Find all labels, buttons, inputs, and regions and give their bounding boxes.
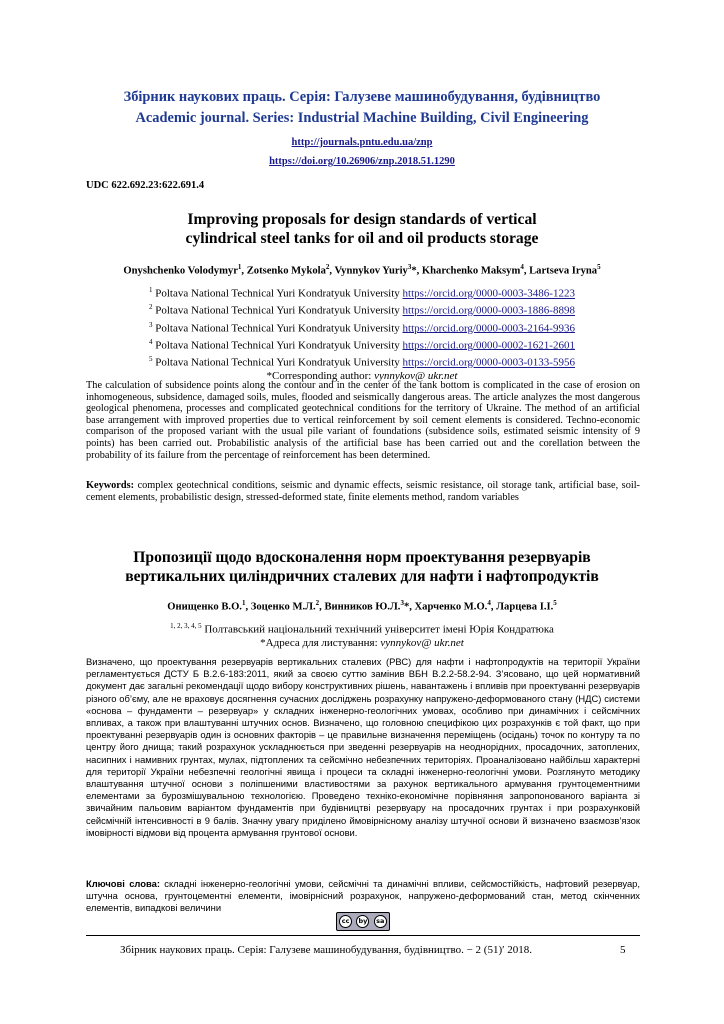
affiliation-en-text: Poltava National Technical Yuri Kondratyuk University xyxy=(155,339,400,352)
abstract-ua: Визначено, що проектування резервуарів вертикальних сталевих (РВС) для нафти і нафтопродуктів на території України регламентується ДСТУ Б В.2.6-183:2011, який за своєю суттю замінив ВБН В.2.2-58.2-94. З’ясовано, що цей нормативний документ дає загальні рекомендації щодо вибору конструктивних рішень, навантажень і впливів при проектуванні резервуарів різного об’єму, але не враховує досягнення сучасних досліджень розрахунку напружено-деформованого стану (НДС) системи «основа – фундаменти – резервуар» у складних інженерно-геологічних умовах, особливо при динамічних і сейсмічних впливах, а також при влаштуванні штучних основ. Визначено, що головною специфікою цих розрахунків є той факт, що при проектуванні резервуарів один із основних факторів – це правильне визначення переміщень (осідань) точок по контуру та по центру його днища; такий розрахунок ускладнюється при зведенні резервуарів на неоднорідних, просадочних, затоплених, насипних і намивних грунтах, мулах, підтоплених та сейсмічно небезпечних територіях. Проаналізовано найбільш характерні для території України небезпечні геологічні явища і процеси та складні інженерно-геологічні умови. Розглянуто методику влаштування штучної основи з поліпшеними властивостями за рахунок вертикального армування грунтоцементними елементами за бурозмішувальною технологією. Проведено техніко-економічне порівняння запропонованого варіанта зі звичайним пальовим варіантом фундаментів при будівництві резервуару на просадочних грунтах і при розрахунковій сейсмічній інтенсивності в 9 балів. Значну увагу приділено ймовірнісному аналізу штучної основи й визначено взаємозв’язок імовірності відмови від процента армування грунтової основи. xyxy=(86,656,640,838)
title-en-line-1: Improving proposals for design standards of vertical xyxy=(187,211,537,228)
en-author-name: Onyshchenko Volodymyr xyxy=(123,265,238,277)
journal-url-link[interactable]: http://journals.pntu.edu.ua/znp xyxy=(291,137,433,148)
ua-author-separator: , xyxy=(490,601,497,613)
orcid-link[interactable]: https://orcid.org/0000-0003-1886-8898 xyxy=(402,304,575,317)
corresponding-ua-line xyxy=(0,637,724,651)
journal-name-en: Academic journal. Series: Industrial Machine Building, Civil Engineering xyxy=(135,110,589,126)
paper-title-en xyxy=(60,211,664,248)
affiliation-en-line xyxy=(0,319,724,336)
corresponding-ua-email[interactable]: vynnykov@ ukr.net xyxy=(380,637,464,650)
en-author-separator: , xyxy=(523,265,530,277)
orcid-link[interactable]: https://orcid.org/0000-0003-0133-5956 xyxy=(402,356,575,369)
en-author-separator: , xyxy=(329,265,335,277)
orcid-link[interactable]: https://orcid.org/0000-0003-2164-9936 xyxy=(402,322,575,335)
affiliation-en-sup: 5 xyxy=(149,355,153,363)
keywords-text-ua: складні інженерно-геологічні умови, сейсмічні та динамічні впливи, сейсмостійкість, нафтовий резервуар, штучна основа, грунтоцементні елементи, імовірнісний розрахунок, напружено-деформований стан, метод скінченних елементів, випадкові величини xyxy=(86,878,640,914)
keywords-label-en: Keywords: xyxy=(86,480,135,491)
affiliation-en-sup: 3 xyxy=(149,320,153,329)
page-number: 5 xyxy=(620,944,626,956)
by-icon: by xyxy=(356,915,369,928)
ua-author-separator: , xyxy=(409,601,415,613)
sa-icon: sa xyxy=(374,915,387,928)
en-author-name: Zotsenko Mykola xyxy=(246,265,326,277)
affiliation-en-text: Poltava National Technical Yuri Kondratyuk University xyxy=(155,304,400,317)
keywords-text-en: complex geotechnical conditions, seismic and dynamic effects, seismic resistance, oil storage tank, artificial base, soil-cement elements, probabilistic design, stressed-deformed state, finite elements method, random variables xyxy=(86,480,640,503)
en-author-name: Vynnykov Yuriy xyxy=(334,265,408,277)
footer-divider xyxy=(86,935,640,936)
affiliations-ua xyxy=(0,620,724,651)
affiliation-en-sup: 2 xyxy=(149,303,153,312)
ua-author-sup: 5 xyxy=(553,599,557,607)
corresponding-en-label: *Corresponding author: xyxy=(266,370,375,383)
ua-author-separator: , xyxy=(245,601,251,613)
ua-author-name: Ларцева І.І. xyxy=(496,601,554,613)
orcid-link[interactable]: https://orcid.org/0000-0002-1621-2601 xyxy=(402,339,575,352)
keywords-ua xyxy=(86,878,640,915)
en-author-name: Lartseva Iryna xyxy=(529,265,598,277)
title-en-line-2: cylindrical steel tanks for oil and oil products storage xyxy=(185,229,539,247)
en-author-sup: 2 xyxy=(325,263,330,271)
en-author-separator: , xyxy=(416,265,422,277)
ua-author-name: Харченко М.О. xyxy=(414,601,488,613)
paper-title-ua xyxy=(60,549,664,586)
abstract-en: The calculation of subsidence points along the contour and in the center of the tank bottom is complicated in the case of erosion on inhomogeneous, subsidence, damaged soils, mules, flooded and seismically dangerous areas. The article analyzes the most dangerous geological phenomena, processes and complicated geotechnical conditions for the territory of Ukraine. The method of an artificial base arrangement with improved properties due to vertical reinforcement by soil cement elements is considered. Techno-economic comparison of the proposed variant with the usual pile variant of foundations (subsidence soils, estimated seismic intensity of 9 points) has been carried out. Probabilistic analysis of the artificial base has been carried out and the corellation between the probability of its failure from the percentage of reinforcement has been determined. xyxy=(86,380,640,461)
affiliation-ua-text: Полтавський національний технічний університет імені Юрія Кондратюка xyxy=(204,623,554,636)
ua-author-name: Винников Ю.Л. xyxy=(324,601,401,613)
ua-author-separator: , xyxy=(319,601,325,613)
title-ua-line-2: вертикальних циліндричних сталевих для нафти і нафтопродуктів xyxy=(125,567,599,585)
affiliation-en-sup: 4 xyxy=(149,337,153,346)
journal-name-ua: Збірник наукових праць. Серія: Галузеве машинобудування, будівництво xyxy=(123,89,601,105)
ua-author-sup: 3 xyxy=(400,599,404,607)
affiliations-en xyxy=(0,284,724,384)
ua-author-name: Зоценко М.Л. xyxy=(250,601,316,613)
ua-author-star: * xyxy=(403,601,410,613)
en-author-sup: 4 xyxy=(520,263,524,271)
en-author-name: Kharchenko Maksym xyxy=(421,265,521,277)
ua-author-sup: 1 xyxy=(241,599,246,607)
affiliation-en-text: Poltava National Technical Yuri Kondratyuk University xyxy=(155,287,400,300)
ua-author-sup: 4 xyxy=(487,599,491,607)
author-list-ua xyxy=(40,599,684,613)
footer-journal-citation: Збірник наукових праць. Серія: Галузеве машинобудування, будівництво. − 2 (51)′ 2018. xyxy=(119,944,533,956)
title-ua-line-1: Пропозиції щодо вдосконалення норм проектування резервуарів xyxy=(133,549,591,566)
affiliation-en-sup: 1 xyxy=(149,286,153,294)
affiliation-en-line xyxy=(0,301,724,318)
affiliation-en-line xyxy=(0,284,724,301)
udc-code: UDC 622.692.23:622.691.4 xyxy=(86,180,205,191)
affiliation-en-text: Poltava National Technical Yuri Kondratyuk University xyxy=(155,322,400,335)
affiliation-ua-line xyxy=(0,620,724,637)
affiliation-en-text: Poltava National Technical Yuri Kondratyuk University xyxy=(155,356,400,369)
ua-author-name: Онищенко В.О. xyxy=(167,601,242,613)
affiliation-en-line xyxy=(0,336,724,353)
corresponding-ua-label: *Адреса для листування: xyxy=(260,637,381,650)
en-author-sup: 5 xyxy=(597,263,601,271)
affiliation-ua-sup: 1, 2, 3, 4, 5 xyxy=(170,622,202,630)
cc-icon: cc xyxy=(339,915,352,928)
doi-link[interactable]: https://doi.org/10.26906/znp.2018.51.1290 xyxy=(269,156,455,167)
en-author-separator: , xyxy=(241,265,247,277)
ua-author-sup: 2 xyxy=(315,599,320,607)
keywords-label-ua: Ключові слова: xyxy=(86,878,160,889)
orcid-link[interactable]: https://orcid.org/0000-0003-3486-1223 xyxy=(402,287,575,300)
author-list-en xyxy=(40,263,684,277)
keywords-en xyxy=(86,480,640,503)
cc-license-badge[interactable] xyxy=(336,912,390,931)
affiliation-en-line xyxy=(0,353,724,370)
en-author-star: * xyxy=(411,265,417,277)
en-author-sup: 3 xyxy=(407,263,412,271)
en-author-sup: 1 xyxy=(237,263,242,271)
corresponding-en-email[interactable]: vynnykov@ ukr.net xyxy=(374,370,458,383)
